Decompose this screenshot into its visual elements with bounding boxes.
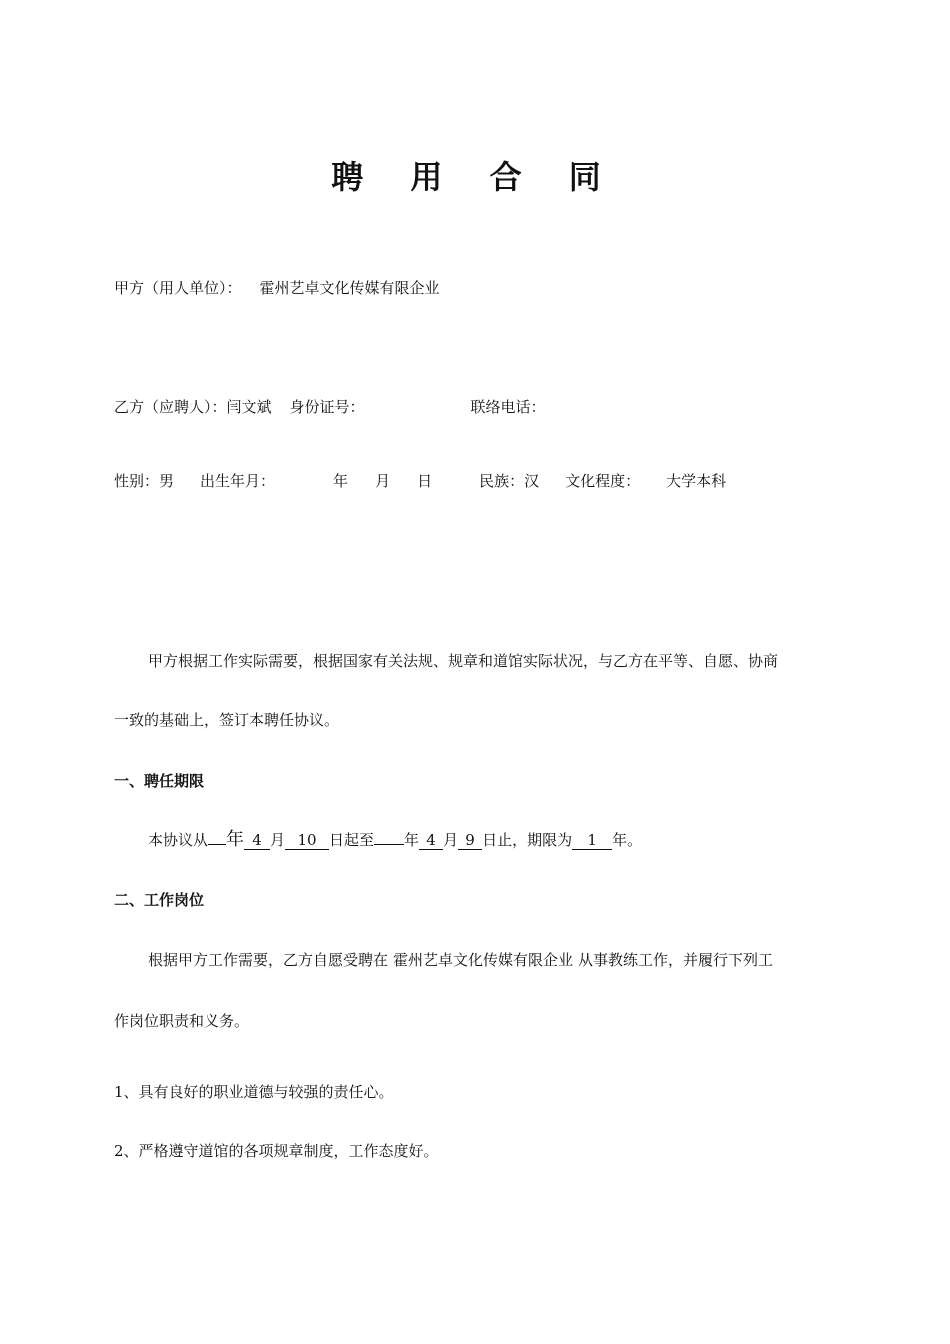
party-a-name: 霍州艺卓文化传媒有限企业 <box>259 279 440 297</box>
phone-label: 联络电话： <box>470 398 546 416</box>
section-1-heading: 一、聘任期限 <box>114 772 205 790</box>
start-day-value: 10 <box>285 832 329 850</box>
party-b-line <box>114 397 546 417</box>
ethnicity-label: 民族： <box>479 472 525 490</box>
education-label: 文化程度： <box>565 472 641 490</box>
id-number-label: 身份证号： <box>289 398 365 416</box>
position-line-2: 作岗位职责和义务。 <box>114 1012 250 1030</box>
end-month-value: 4 <box>419 832 443 850</box>
intro-paragraph-line-2: 一致的基础上，签订本聘任协议。 <box>114 711 340 729</box>
party-a-label: 甲方（用人单位）： <box>114 279 242 297</box>
term-text-from: 本协议从 <box>148 831 209 849</box>
position-text-b: 从事教练工作，并履行下列工 <box>578 951 774 969</box>
end-year-blank <box>374 844 404 845</box>
intro-paragraph-line-1: 甲方根据工作实际需要，根据国家有关法规、规章和道馆实际状况，与乙方在平等、自愿、协商 <box>148 652 779 670</box>
party-a-line <box>114 278 440 298</box>
birth-month-unit: 月 <box>375 472 391 490</box>
end-year-unit: 年 <box>404 831 420 849</box>
start-month-unit: 月 <box>270 831 286 849</box>
position-text-a: 根据甲方工作需要，乙方自愿受聘在 <box>148 951 389 969</box>
term-line <box>148 830 642 850</box>
start-year-blank <box>208 844 226 845</box>
party-b-label: 乙方（应聘人）： <box>114 398 227 416</box>
party-b-details-line <box>114 471 726 491</box>
birth-label: 出生年月： <box>200 472 276 490</box>
education-value: 大学本科 <box>666 472 727 490</box>
term-text-years: 年。 <box>612 831 643 849</box>
term-text-until: 日起至 <box>329 831 375 849</box>
party-b-name: 闫文斌 <box>226 398 272 416</box>
section-2-heading: 二、工作岗位 <box>114 891 205 909</box>
end-month-unit: 月 <box>443 831 459 849</box>
birth-year-unit: 年 <box>333 472 349 490</box>
duration-value: 1 <box>572 832 612 850</box>
position-company: 霍州艺卓文化传媒有限企业 <box>393 951 574 969</box>
duty-item-2: 2、严格遵守道馆的各项规章制度，工作态度好。 <box>114 1142 439 1160</box>
birth-day-unit: 日 <box>417 472 433 490</box>
start-month-value: 4 <box>244 832 270 850</box>
start-year-unit: 年 <box>226 829 245 850</box>
position-line-1 <box>148 950 773 970</box>
gender-label: 性别： <box>114 472 160 490</box>
end-day-value: 9 <box>458 832 482 850</box>
document-title: 聘 用 合 同 <box>331 158 619 196</box>
duty-item-1: 1、具有良好的职业道德与较强的责任心。 <box>114 1083 394 1101</box>
ethnicity-value: 汉 <box>524 472 540 490</box>
term-text-duration: 日止，期限为 <box>482 831 573 849</box>
gender-value: 男 <box>159 472 175 490</box>
